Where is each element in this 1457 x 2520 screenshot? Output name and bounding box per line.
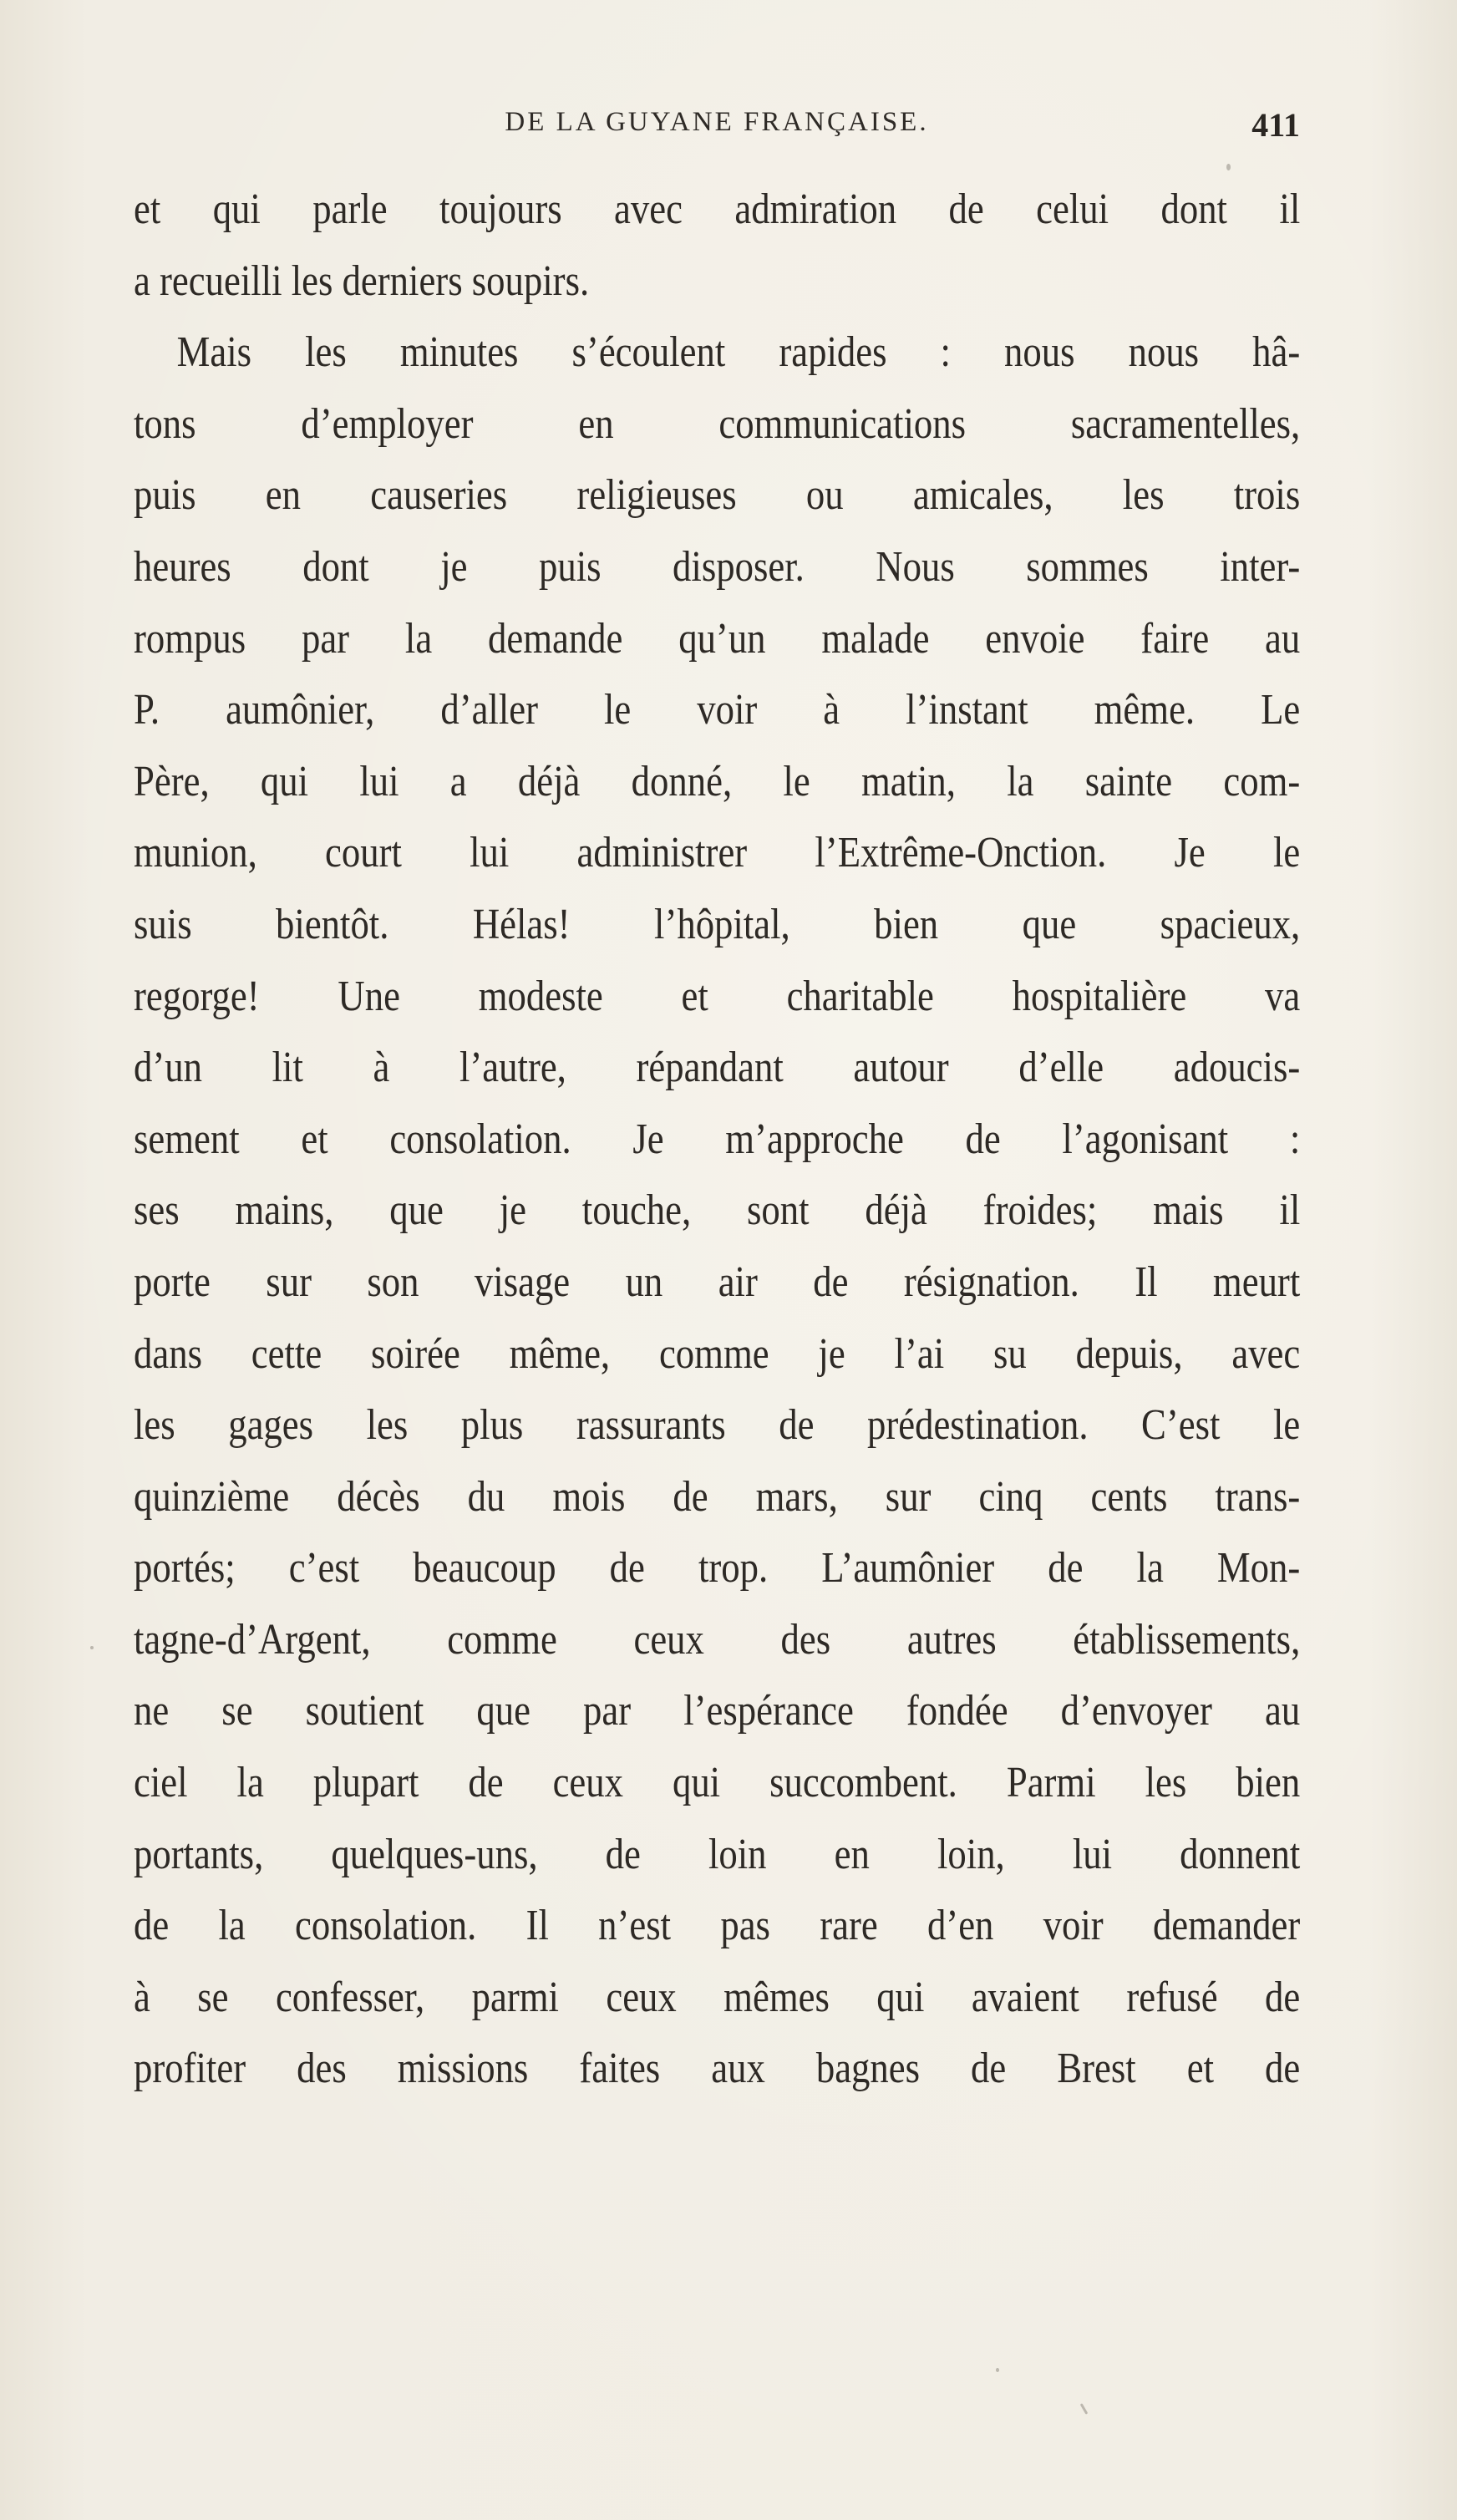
running-head	[134, 107, 1300, 157]
text-line: à se confesser, parmi ceux mêmes qui avaient refusé de	[134, 1973, 1301, 2021]
text-line: profiter des missions faites aux bagnes de Brest et de	[134, 2045, 1301, 2093]
text-line: de la consolation. Il n’est pas rare d’en voir demander	[134, 1902, 1301, 1950]
text-line: et qui parle toujours avec admiration de celui dont il	[134, 185, 1301, 233]
page-number: 411	[1251, 106, 1300, 144]
text-line: portants, quelques-uns, de loin en loin, lui donnent	[134, 1830, 1301, 1878]
text-line: portés; c’est beaucoup de trop. L’aumônier de la Mon-	[134, 1544, 1301, 1593]
paper-speck	[1226, 164, 1231, 170]
text-line: heures dont je puis disposer. Nous sommes inter-	[134, 542, 1301, 591]
text-line: porte sur son visage un air de résignation. Il meurt	[134, 1257, 1301, 1306]
text-line: d’un lit à l’autre, répandant autour d’elle adoucis-	[134, 1044, 1301, 1092]
paper-speck	[1080, 2403, 1089, 2415]
text-line: rompus par la demande qu’un malade envoie faire au	[134, 614, 1301, 663]
text-line: tagne-d’Argent, comme ceux des autres établissements,	[134, 1615, 1301, 1664]
paper-speck	[996, 2368, 999, 2372]
body-text	[134, 174, 1300, 2105]
text-line: quinzième décès du mois de mars, sur cinq cents trans-	[134, 1472, 1301, 1521]
text-line: regorge! Une modeste et charitable hospitalière va	[134, 972, 1301, 1020]
text-line: ne se soutient que par l’espérance fondée d’envoyer au	[134, 1687, 1301, 1735]
text-line: sement et consolation. Je m’approche de l’agonisant :	[134, 1115, 1301, 1163]
text-line: ses mains, que je touche, sont déjà froides; mais il	[134, 1186, 1301, 1235]
text-line: les gages les plus rassurants de prédestination. C’est le	[134, 1401, 1301, 1450]
text-line: munion, court lui administrer l’Extrême-Onction. Je le	[134, 829, 1301, 877]
paper-speck	[90, 1646, 94, 1649]
text-line: P. aumônier, d’aller le voir à l’instant même. Le	[134, 686, 1301, 734]
text-line: a recueilli les derniers soupirs.	[134, 257, 590, 305]
running-title: DE LA GUYANE FRANÇAISE.	[505, 107, 929, 137]
text-line: suis bientôt. Hélas! l’hôpital, bien que spacieux,	[134, 900, 1301, 948]
text-line: dans cette soirée même, comme je l’ai su depuis, avec	[134, 1329, 1301, 1378]
text-line: Mais les minutes s’écoulent rapides : nous nous hâ-	[176, 328, 1301, 377]
text-line: ciel la plupart de ceux qui succombent. Parmi les bien	[134, 1759, 1301, 1807]
text-line: Père, qui lui a déjà donné, le matin, la sainte com-	[134, 757, 1301, 805]
text-line: puis en causeries religieuses ou amicales, les trois	[134, 471, 1301, 520]
text-line: tons d’employer en communications sacramentelles,	[134, 399, 1301, 448]
